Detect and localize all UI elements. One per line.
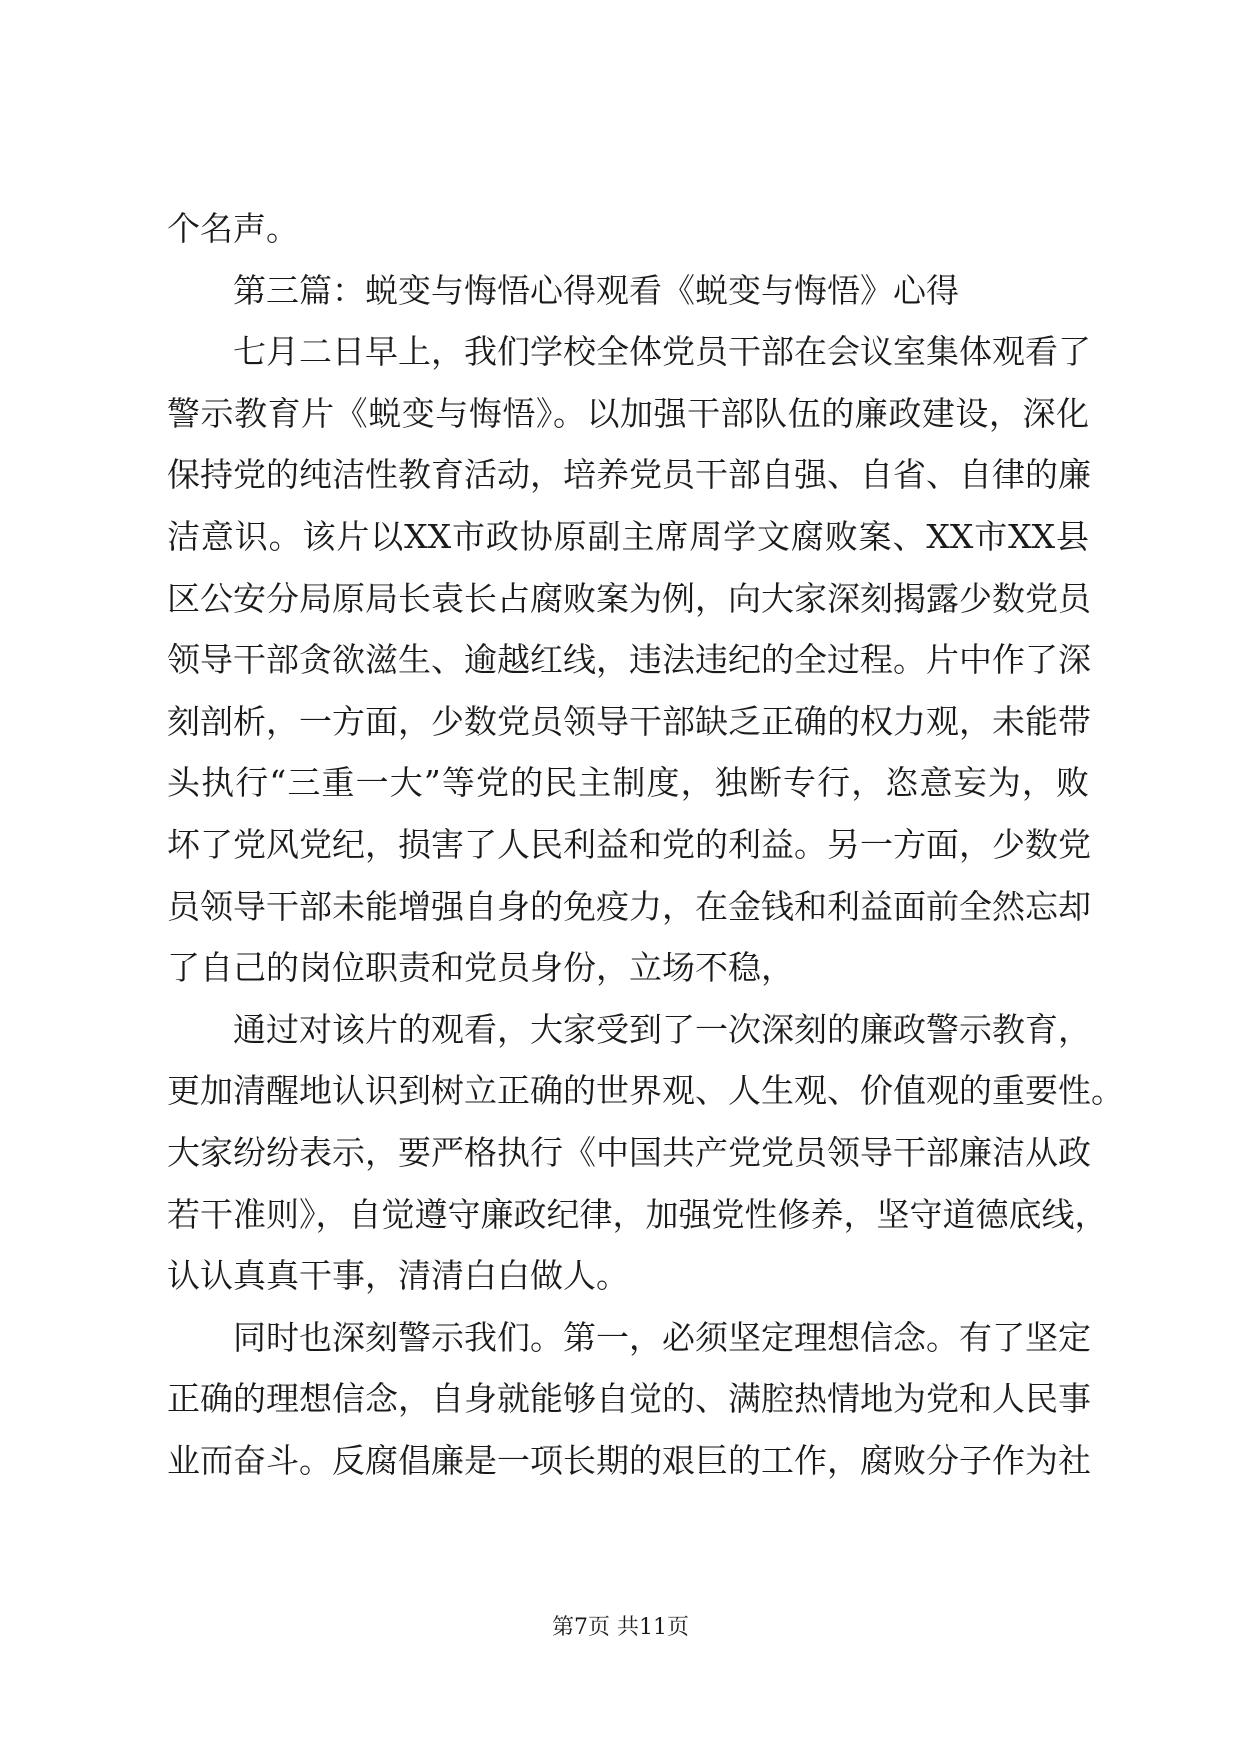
text-line: 业而奋斗。反腐倡廉是一项长期的艰巨的工作，腐败分子作为社: [167, 1440, 1091, 1480]
text-line: 领导干部贪欲滋生、逾越红线，违法违纪的全过程。片中作了深: [167, 640, 1091, 680]
text-line: 坏了党风党纪，损害了人民利益和党的利益。另一方面，少数党: [167, 824, 1091, 864]
text-line: 若干准则》，自觉遵守廉政纪律，加强党性修养，坚守道德底线，: [167, 1194, 1108, 1234]
text-line: 刻剖析，一方面，少数党员领导干部缺乏正确的权力观，未能带: [167, 701, 1091, 741]
text-line: 更加清醒地认识到树立正确的世界观、人生观、价值观的重要性。: [167, 1071, 1124, 1111]
text-line: 员领导干部未能增强自身的免疫力，在金钱和利益面前全然忘却: [167, 886, 1091, 926]
section-heading: 第三篇：蜕变与悔悟心得观看《蜕变与悔悟》心得: [233, 270, 959, 310]
text-line: 洁意识。该片以XX市政协原副主席周学文腐败案、XX市XX县: [167, 516, 1089, 556]
text-line: 同时也深刻警示我们。第一，必须坚定理想信念。有了坚定: [233, 1317, 1091, 1357]
text-line: 区公安分局原局长袁长占腐败案为例，向大家深刻揭露少数党员: [167, 578, 1091, 618]
text-line: 头执行“三重一大”等党的民主制度，独断专行，恣意妄为，败: [167, 763, 1089, 803]
text-line: 警示教育片《蜕变与悔悟》。以加强干部队伍的廉政建设，深化: [167, 393, 1089, 433]
text-line: 通过对该片的观看，大家受到了一次深刻的廉政警示教育，: [233, 1009, 1091, 1049]
text-line: 正确的理想信念，自身就能够自觉的、满腔热情地为党和人民事: [167, 1379, 1091, 1419]
text-line: 七月二日早上，我们学校全体党员干部在会议室集体观看了: [233, 332, 1091, 372]
text-line: 认认真真干事，清清白白做人。: [167, 1256, 629, 1296]
text-line: 大家纷纷表示，要严格执行《中国共产党党员领导干部廉洁从政: [167, 1132, 1091, 1172]
page-number: 第7页 共11页: [552, 1615, 689, 1640]
text-line: 了自己的岗位职责和党员身份，立场不稳，: [167, 948, 794, 988]
document-body: [167, 198, 1124, 1491]
text-line: 个名声。: [167, 209, 299, 248]
text-line: 保持党的纯洁性教育活动，培养党员干部自强、自省、自律的廉: [167, 455, 1091, 495]
